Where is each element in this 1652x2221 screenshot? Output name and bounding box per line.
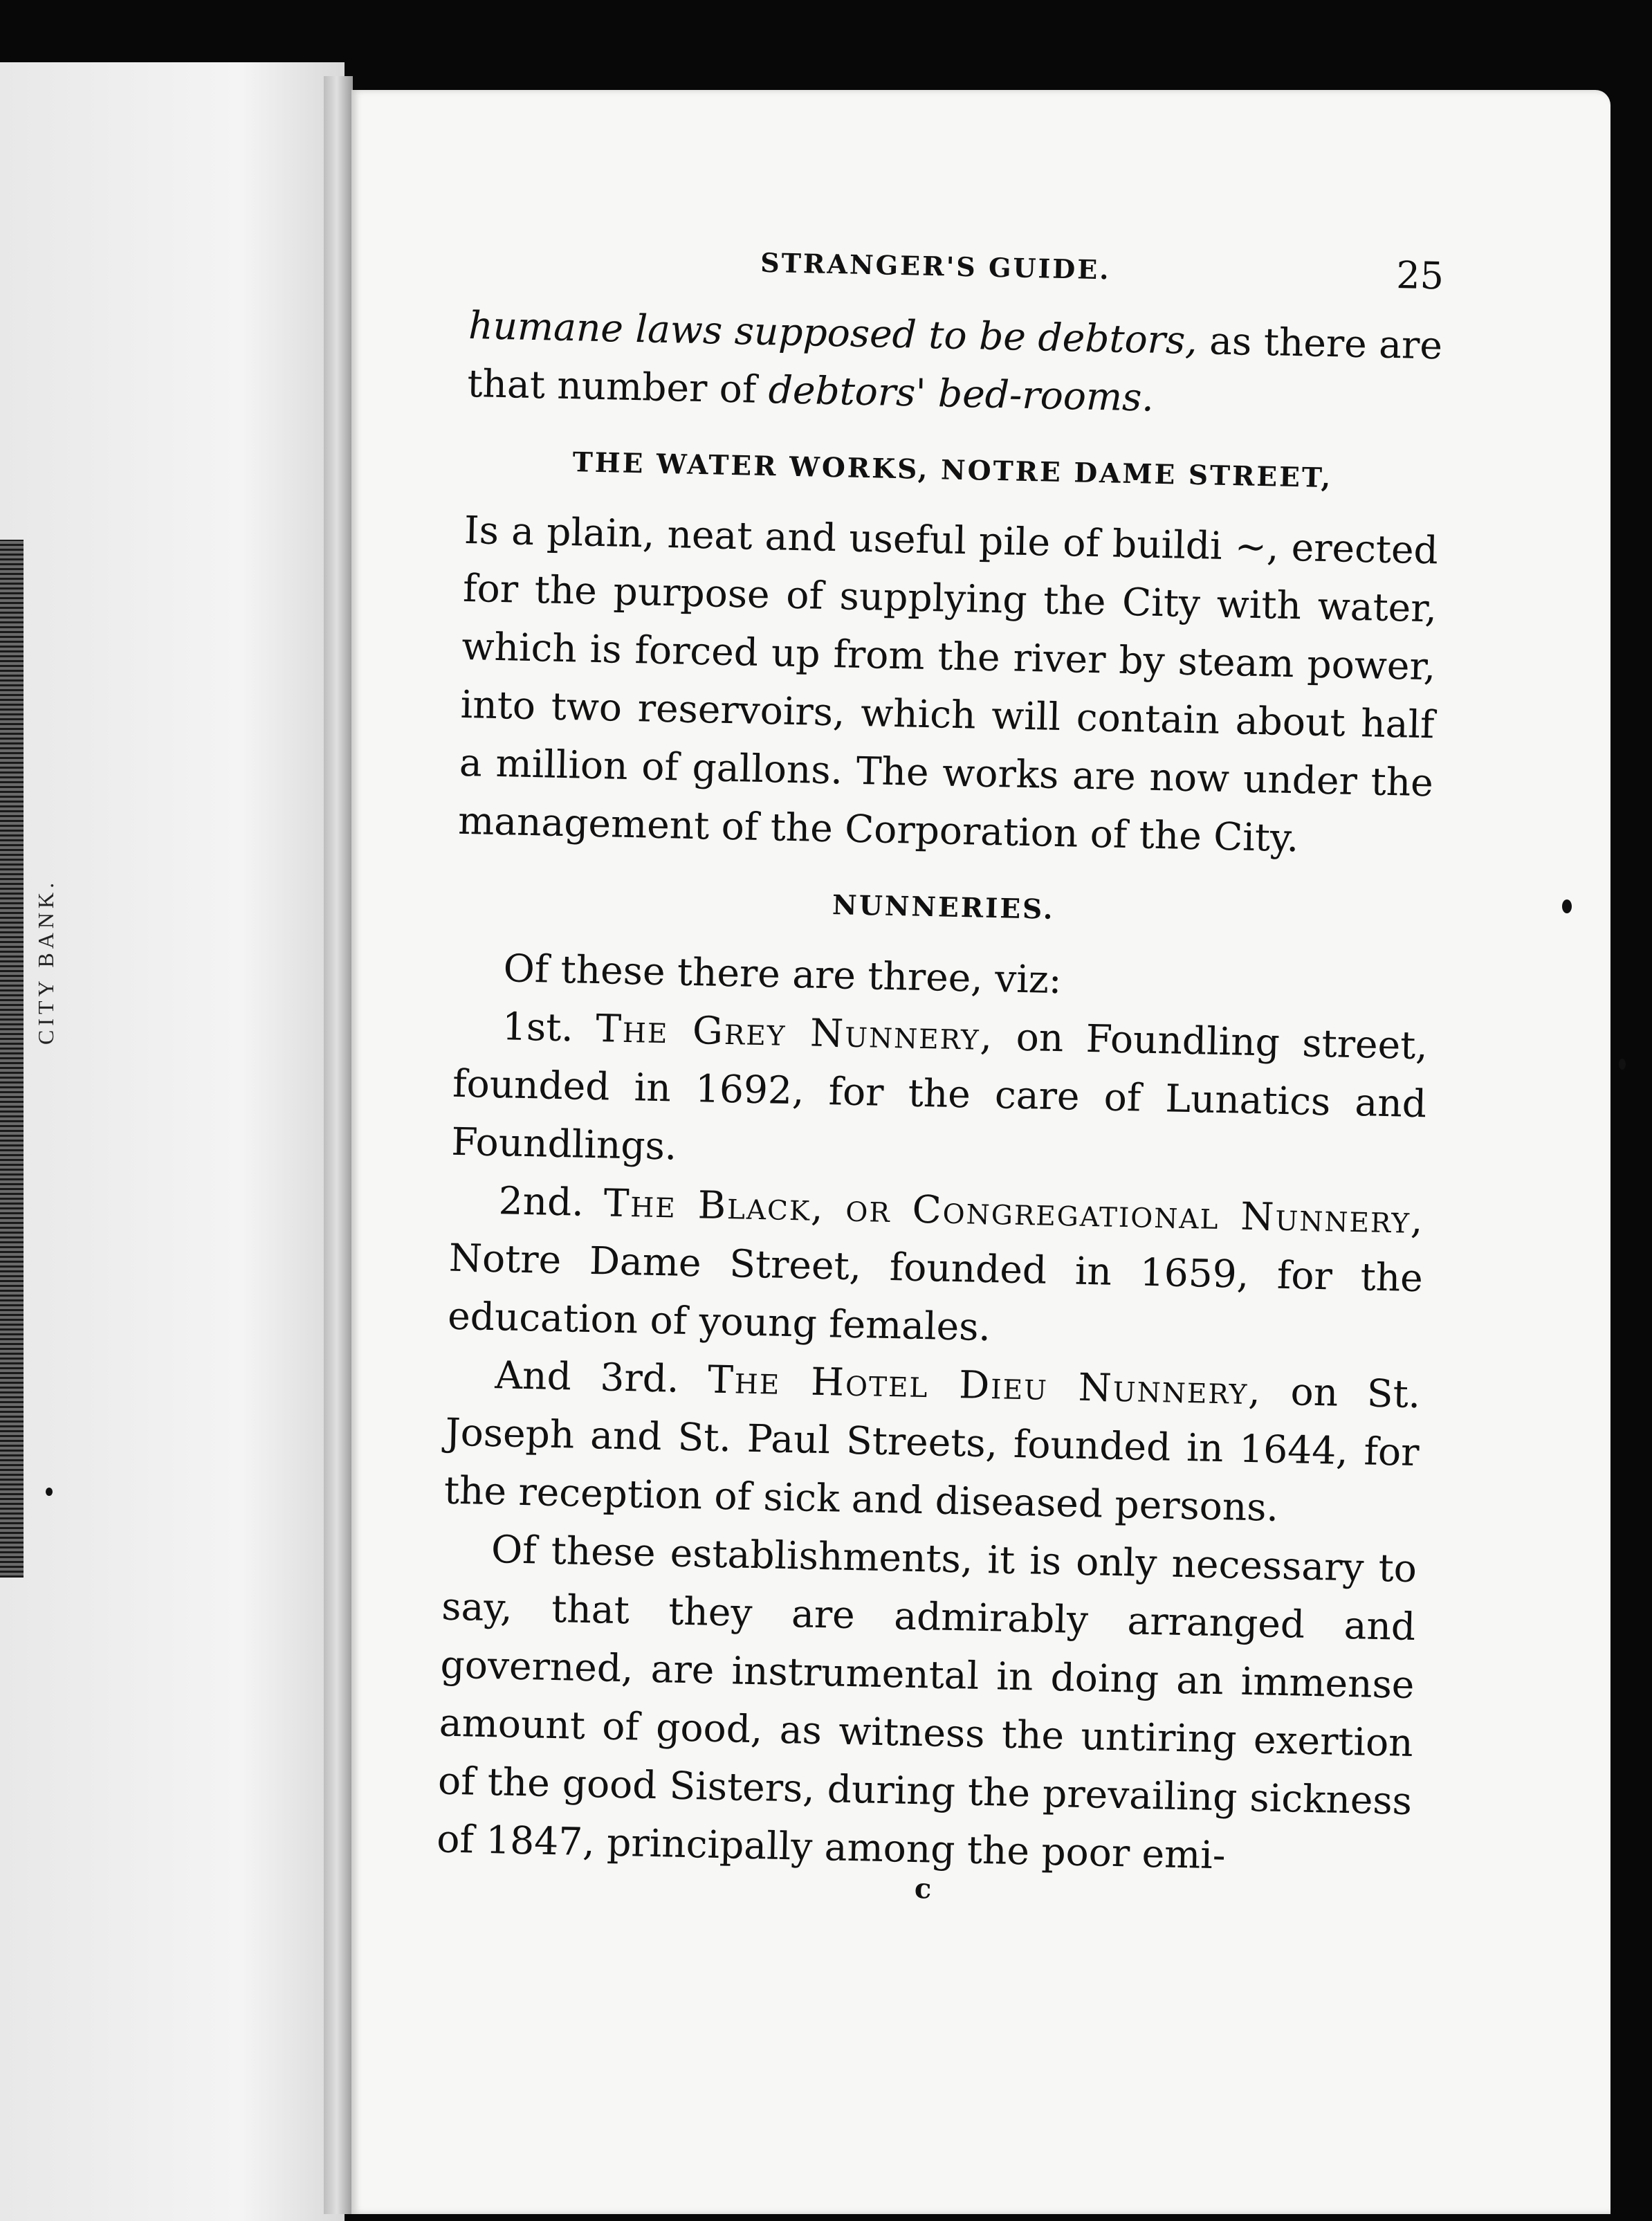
item-name: The Hotel Dieu Nunnery, xyxy=(707,1357,1263,1414)
nunnery-item xyxy=(451,996,1429,1191)
water-works-paragraph: Is a plain, neat and useful pile of buildi ~, erected for the purpose of supplying the City with water, which is forced up from the river by steam power, into two reservoirs, which will contain about half a million of gallons. The works are now under the management of the Corporation of the City. xyxy=(457,507,1439,861)
page-number: 25 xyxy=(1395,253,1444,298)
section-heading-nunneries: NUNNERIES. xyxy=(832,889,1055,926)
left-facing-page xyxy=(0,62,345,2221)
item-number: 1st. xyxy=(502,1004,597,1051)
item-number: 2nd. xyxy=(498,1178,605,1225)
nunneries-intro: Of these there are three, viz: xyxy=(503,946,1063,1003)
engraving-edge xyxy=(0,540,24,1578)
item-name: The Grey Nunnery, xyxy=(595,1006,994,1059)
item-name: The Black, or Congregational Nunnery, xyxy=(603,1180,1425,1243)
intro-italic-2: debtors' bed-rooms. xyxy=(768,367,1155,420)
signature-mark: c xyxy=(914,1872,932,1905)
intro-italic-1: humane laws supposed to be debtors, xyxy=(468,302,1198,363)
intro-text: as there are that number of xyxy=(466,318,1443,412)
item-text: on Foundling street, founded in 1692, for the care of Lunatics and Foundlings. xyxy=(450,1014,1429,1169)
nunnery-item xyxy=(447,1171,1424,1365)
item-number: And 3rd. xyxy=(494,1353,708,1402)
section-heading-water-works: THE WATER WORKS, NOTRE DAME STREET, xyxy=(572,446,1333,495)
page-text xyxy=(436,234,1444,1913)
book-page xyxy=(351,90,1610,2214)
speck xyxy=(46,1488,53,1496)
item-text: on St. Joseph and St. Paul Streets, founded in 1644, for the reception of sick and diseased persons. xyxy=(443,1369,1421,1530)
speck xyxy=(1619,1059,1626,1070)
running-title: STRANGER'S GUIDE. xyxy=(760,246,1111,286)
closing-paragraph: Of these establishments, it is only necessary to say, that they are admirably arranged and governed, are instrumental in doing an immense amount of good, as witness the untiring exertion of the good Sisters, during the prevailing sickness of 1847, principally among the poor emi- xyxy=(436,1527,1417,1878)
item-text: Notre Dame Street, founded in 1659, for the education of young females. xyxy=(447,1235,1424,1350)
book-spine xyxy=(324,76,353,2214)
spine-label: CITY BANK. xyxy=(33,878,58,1045)
intro-paragraph xyxy=(467,296,1443,432)
nunnery-item xyxy=(443,1345,1421,1539)
speck xyxy=(1562,899,1572,913)
